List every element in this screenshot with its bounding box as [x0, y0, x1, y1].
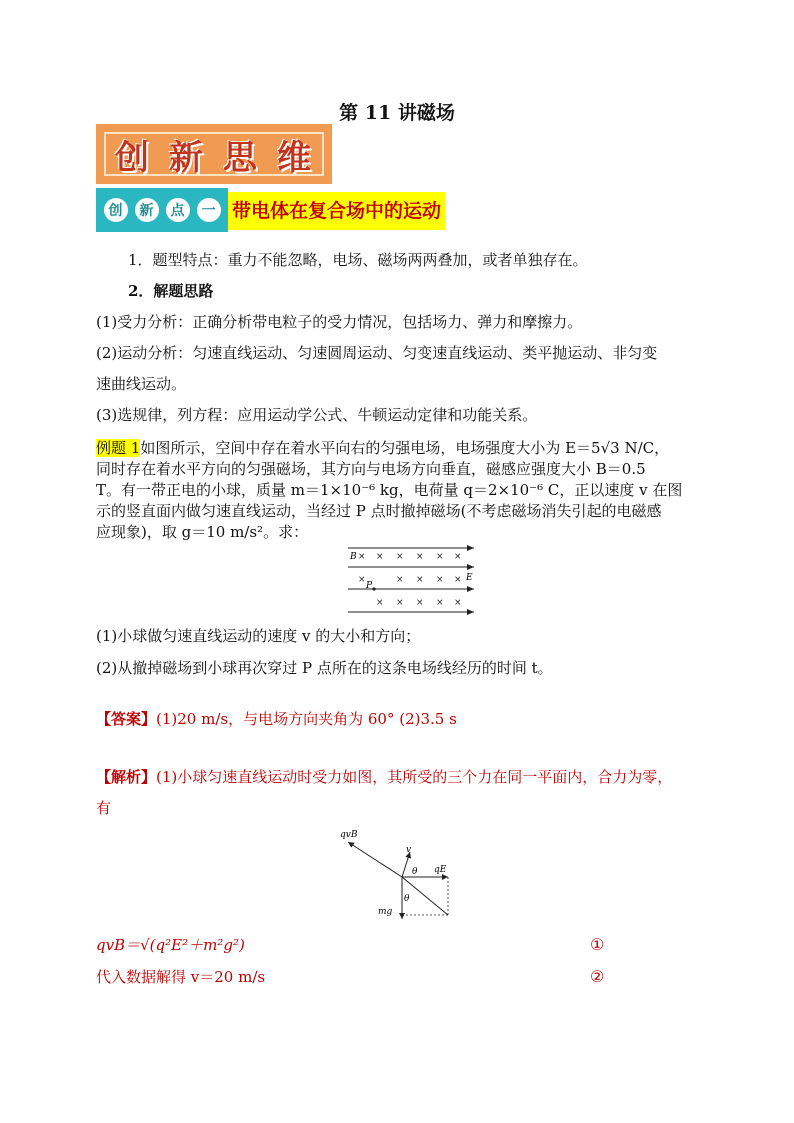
- cross-mark: ×: [454, 598, 462, 608]
- equation-2: 代入数据解得 v＝20 m/s: [96, 968, 266, 986]
- banner-char: 创: [115, 137, 151, 178]
- innovation-badge: [96, 188, 228, 232]
- qvb-label: qvB: [340, 830, 358, 840]
- topic-heading: 带电体在复合场中的运动: [228, 192, 445, 230]
- cross-mark: ×: [436, 598, 444, 608]
- cross-mark: ×: [358, 575, 366, 585]
- qe-label: qE: [434, 865, 447, 875]
- theta-label: θ: [404, 894, 410, 904]
- e-label: E: [466, 573, 473, 583]
- mg-label: mg: [378, 907, 393, 917]
- analysis-line-2: 有: [96, 799, 112, 817]
- badge-char: 点: [166, 198, 190, 222]
- step-3: (3)选规律，列方程：应用运动学公式、牛顿运动定律和功能关系。: [96, 406, 538, 424]
- point-1: 1．题型特点：重力不能忽略，电场、磁场两两叠加，或者单独存在。: [128, 251, 588, 269]
- example-line-5: 应现象)，取 g＝10 m/s²。求：: [96, 523, 309, 541]
- p-label: P: [366, 581, 373, 591]
- example-line-2: 同时存在着水平方向的匀强磁场，其方向与电场方向垂直，磁感应强度大小 B＝0.5: [96, 460, 646, 478]
- equation-1-number: ①: [590, 935, 605, 954]
- magnetic-crosses: [358, 552, 462, 608]
- cross-mark: ×: [416, 552, 424, 562]
- cross-mark: ×: [396, 552, 404, 562]
- cross-mark: ×: [416, 575, 424, 585]
- b-label: B: [350, 552, 357, 562]
- analysis-line-1: [96, 767, 672, 787]
- cross-mark: ×: [396, 598, 404, 608]
- badge-char: 新: [135, 198, 159, 222]
- force-diagram: [338, 825, 458, 923]
- equation-2-number: ②: [590, 967, 605, 986]
- theta-label: θ: [412, 867, 418, 877]
- page-title: 第 11 讲磁场: [339, 102, 455, 124]
- banner-char: 维: [277, 137, 313, 178]
- cross-mark: ×: [376, 552, 384, 562]
- analysis-text: (1)小球匀速直线运动时受力如图，其所受的三个力在同一平面内，合力为零，: [156, 768, 673, 786]
- example-line-1: [96, 438, 669, 458]
- cross-mark: ×: [454, 575, 462, 585]
- answer-label: 【答案】: [96, 710, 157, 728]
- step-1: (1)受力分析：正确分析带电粒子的受力情况，包括场力、弹力和摩擦力。: [96, 313, 583, 331]
- analysis-label: 【解析】: [96, 768, 157, 786]
- answer-text: (1)20 m/s，与电场方向夹角为 60° (2)3.5 s: [156, 710, 457, 728]
- example-line-3: T。有一带正电的小球，质量 m＝1×10⁻⁶ kg，电荷量 q＝2×10⁻⁶ C，正以速度 v 在图: [96, 481, 683, 499]
- cross-mark: ×: [436, 575, 444, 585]
- cross-mark: ×: [376, 598, 384, 608]
- answer-line: [96, 709, 457, 729]
- question-2: (2)从撤掉磁场到小球再次穿过 P 点所在的这条电场线经历的时间 t。: [96, 659, 553, 677]
- cross-mark: ×: [396, 575, 404, 585]
- example-label: 例题 1: [96, 439, 141, 457]
- section-banner: [96, 124, 332, 184]
- v-label: v: [406, 845, 412, 855]
- example-line-4: 示的竖直面内做匀速直线运动，当经过 P 点时撤掉磁场(不考虑磁场消失引起的电磁感: [96, 502, 662, 520]
- step-2-cont: 速曲线运动。: [96, 375, 187, 393]
- field-figure: [344, 544, 480, 616]
- step-2: (2)运动分析：匀速直线运动、匀速圆周运动、匀变速直线运动、类平抛运动、非匀变: [96, 344, 658, 362]
- example-text: 如图所示，空间中存在着水平向右的匀强电场，电场强度大小为 E＝5√3 N/C，: [140, 439, 670, 457]
- velocity-vector: [402, 852, 410, 877]
- badge-char: 创: [104, 198, 128, 222]
- cross-mark: ×: [358, 552, 366, 562]
- point-2: 2．解题思路: [128, 282, 214, 300]
- cross-mark: ×: [416, 598, 424, 608]
- cross-mark: ×: [454, 552, 462, 562]
- point-p: [372, 587, 375, 590]
- question-1: (1)小球做匀速直线运动的速度 v 的大小和方向；: [96, 627, 421, 645]
- qvb-force: [348, 842, 402, 877]
- banner-char: 思: [223, 137, 259, 178]
- cross-mark: ×: [436, 552, 444, 562]
- banner-char: 新: [169, 137, 205, 178]
- badge-char: 一: [197, 198, 221, 222]
- equation-1: qvB＝√(q²E²＋m²g²): [96, 936, 245, 954]
